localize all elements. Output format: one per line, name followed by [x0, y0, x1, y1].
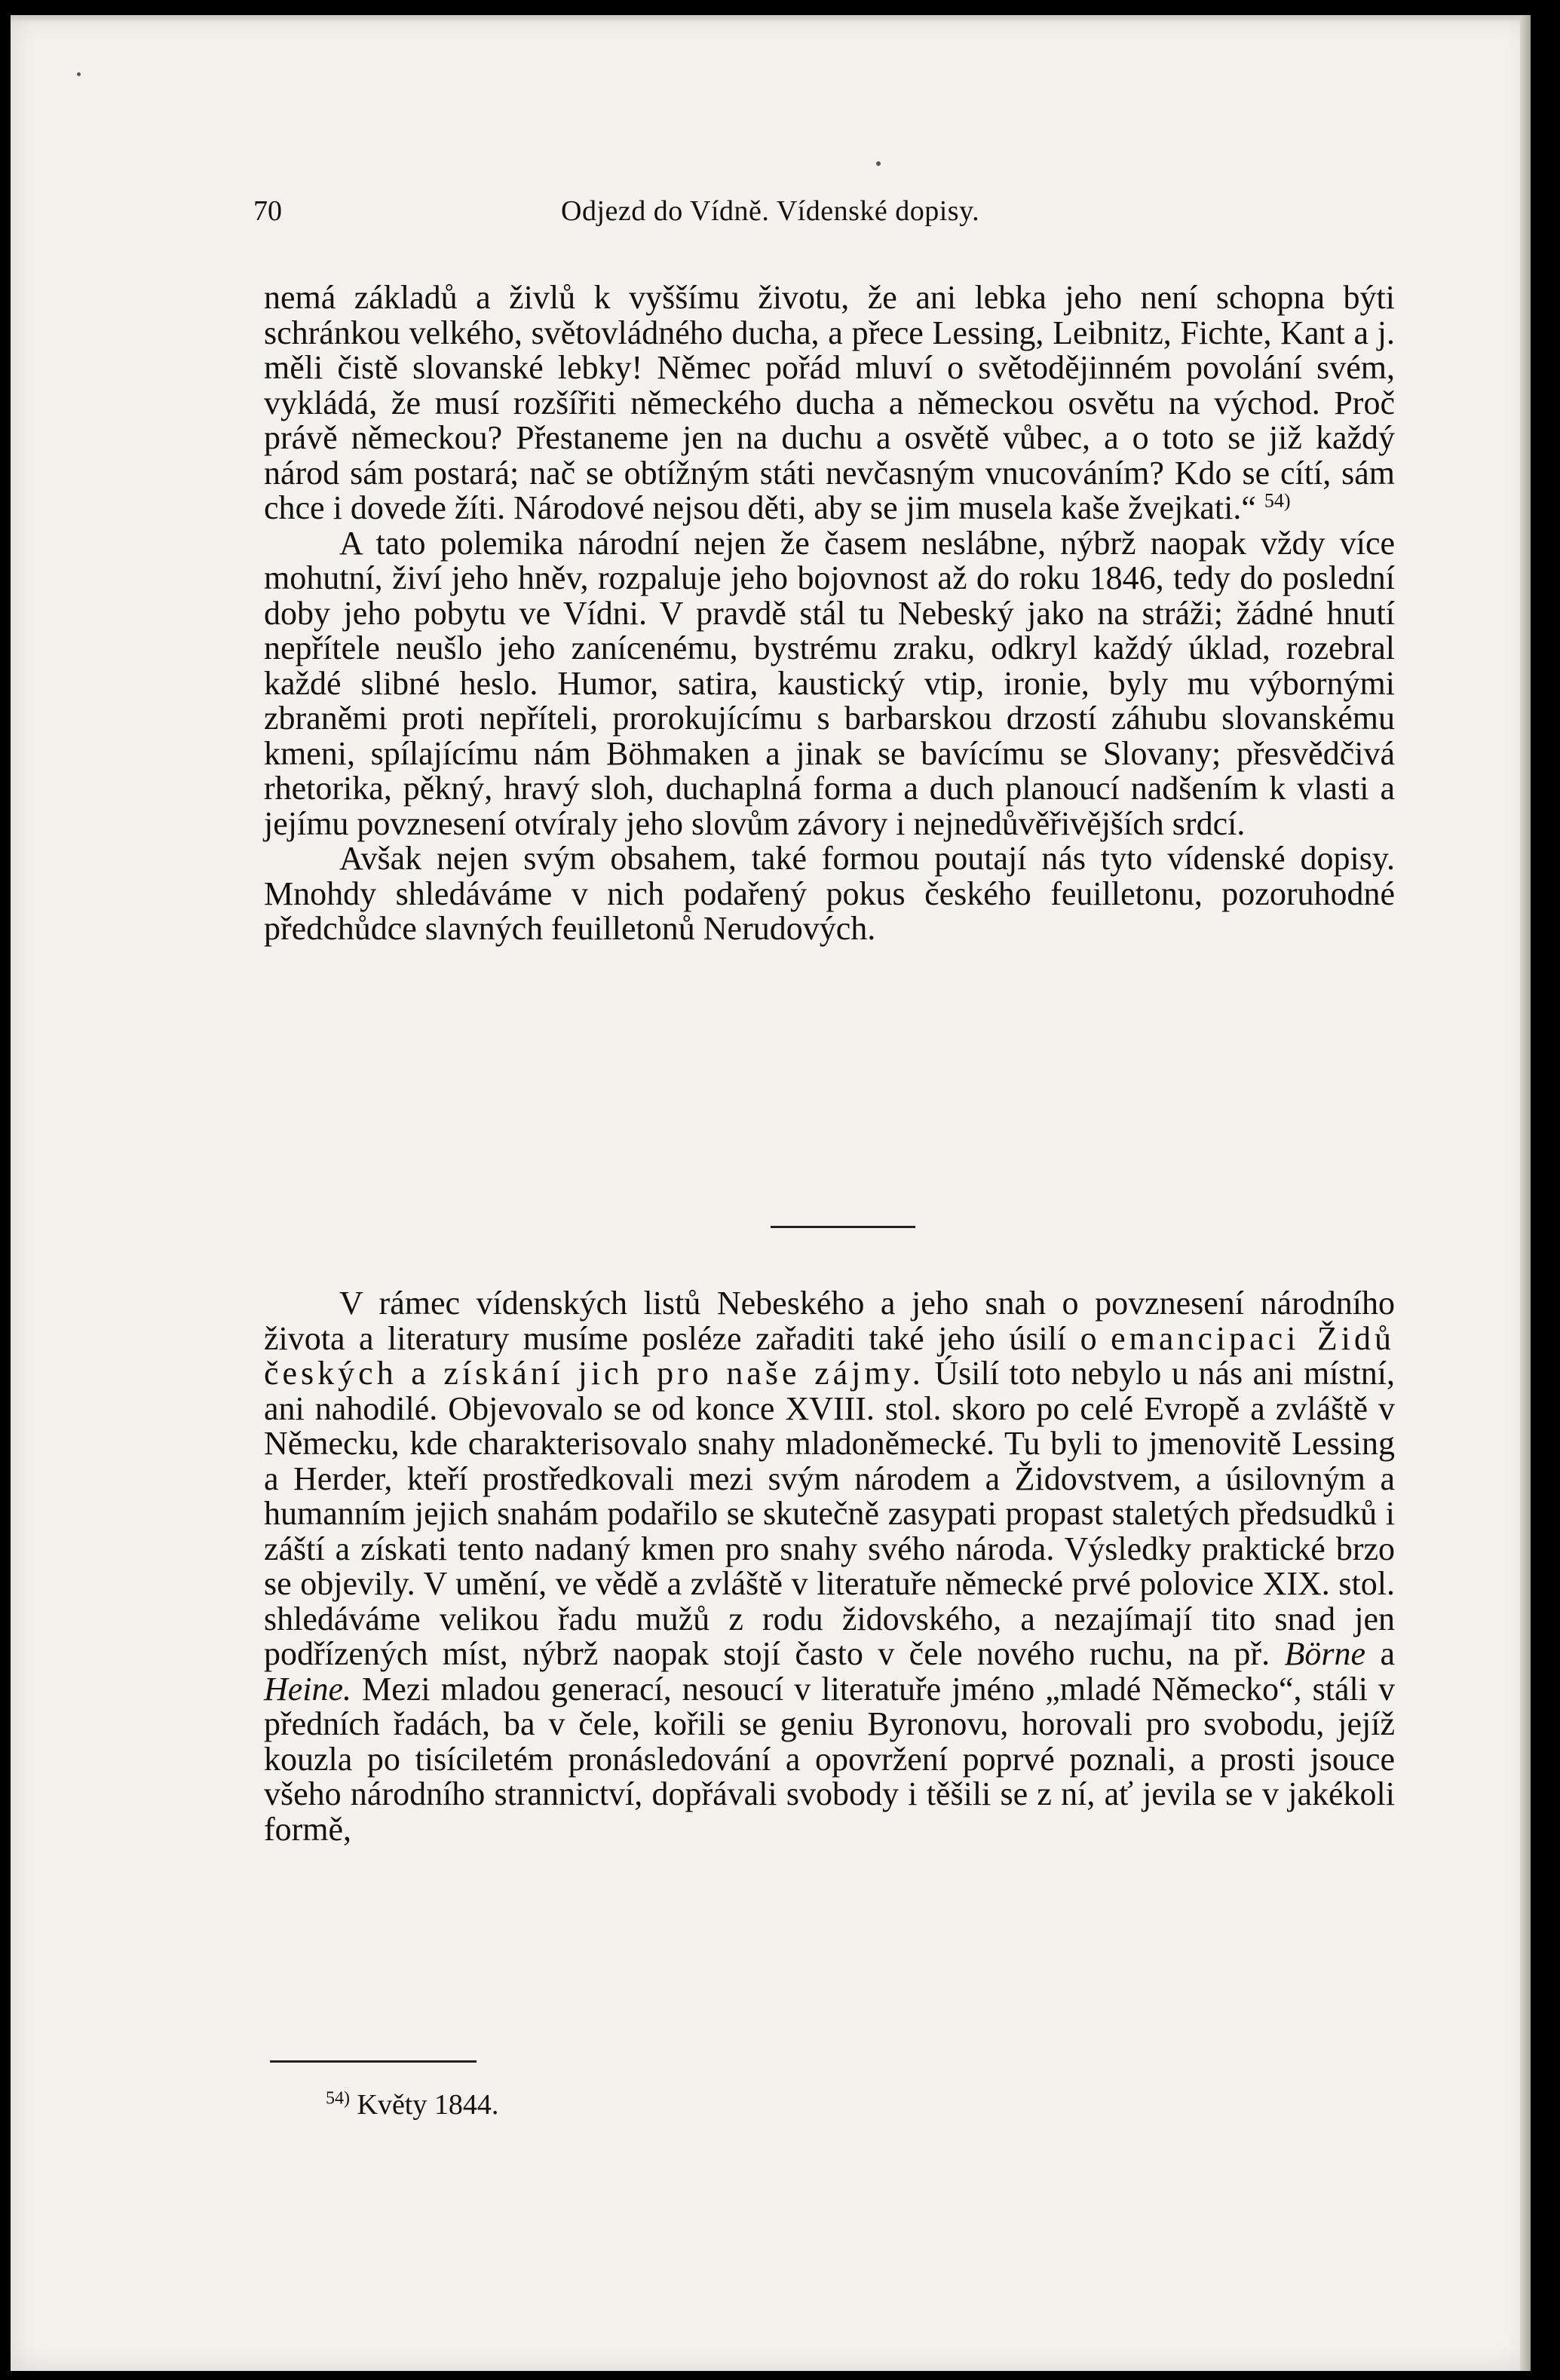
paper-speck [77, 72, 81, 76]
paper-speck [876, 161, 881, 166]
paragraph-4-intro: V rámec vídenských listů Nebeského a jeho snah o povznesení národního života a literatury musíme posléze zařaditi také jeho úsilí o [264, 1285, 1395, 1357]
footnote-text: Květy 1844. [357, 2089, 499, 2121]
text-block-upper [264, 280, 1395, 947]
paragraph-2: A tato polemika národní nejen že časem neslábne, nýbrž naopak vždy více mohutní, živí jeho hněv, rozpaluje jeho bojovnost až do roku 1846, tedy do poslední doby jeho pobytu ve Vídni. V pravdě stál tu Nebeský jako na stráži; žádné hnutí nepřítele neušlo jeho zanícenému, bystrému zraku, odkryl každý úklad, rozebral každé slibné heslo. Humor, satira, kaustický vtip, ironie, byly mu výbornými zbraněmi proti nepříteli, prorokujícímu s barbarskou drzostí záhubu slovanskému kmeni, spílajícímu nám Böhmaken a jinak se bavícímu se Slovany; přesvědčivá rhetorika, pěkný, hravý sloh, duchaplná forma a duch planoucí nadšením k vlasti a jejímu povznesení otvíraly jeho slovům závory i nejnedůvěřivějších srdcí. [264, 524, 1395, 842]
name-borne: Börne [1284, 1635, 1366, 1672]
name-heine: Heine. [264, 1670, 352, 1708]
page-top-shadow [11, 15, 1531, 23]
page-header [253, 195, 1068, 240]
running-title: Odjezd do Vídně. Vídenské dopisy. [561, 195, 980, 227]
footnote-divider [270, 2060, 477, 2063]
footnote-reference[interactable]: 54) [1264, 489, 1291, 512]
paragraph-4 [264, 1286, 1395, 1847]
paragraph-4-continuation: Mezi mladou generací, nesoucí v literatuře jméno „mladé Německo“, stáli v předních řadách, ba v čele, kořili se geniu Byronovu, horovali pro svobodu, jejíž kouzla po tisíciletém pronásledování a opovržení poprvé poznali, a prosti jsouce všeho národního strannictví, dopřávali svobody i těšili se z ní, ať jevila se v jakékoli formě, [264, 1670, 1396, 1848]
paragraph-1-text: nemá základů a živlů k vyššímu životu, že ani lebka jeho není schopna býti schránkou velkého, světovládného ducha, a přece Lessing, Leibnitz, Fichte, Kant a j. měli čistě slovanské lebky! Němec pořád mluví o světodějinném povolání svém, vykládá, že musí rozšířiti německého ducha a německou osvětu na východ. Proč právě německou? Přestaneme jen na duchu a osvětě vůbec, a o toto se již každý národ sám postará; nač se obtížným státi nevčasným vnucováním? Kdo se cítí, sám chce i dovede žíti. Národové nejsou děti, aby se jim musela kaše žvejkati.“ [264, 279, 1395, 526]
footnote-mark: 54) [326, 2088, 350, 2109]
footnote [326, 2088, 498, 2121]
paragraph-4-body: Úsilí toto nebylo u nás ani místní, ani nahodilé. Objevovalo se od konce XVIII. stol. skoro po celé Evropě a zvláště v Německu, kde charakterisovalo snahy mladoněmecké. Tu byli to jmenovitě Lessing a Herder, kteří prostředkovali mezi svým národem a Židovstvem, a úsilovným a humanním jejich snahám podařilo se skutečně zasypati propast staletých předsudků i záští a získati tento nadaný kmen pro snahy svého národa. Výsledky praktické brzo se objevily. V umění, ve vědě a zvláště v literatuře německé prvé polovice XIX. stol. shledáváme velikou řadu mužů z rodu židovského, a nezajímají tito snad jen podřízených míst, nýbrž naopak stojí často v čele nového ruchu, na př. [264, 1355, 1396, 1672]
text-block-lower [264, 1286, 1395, 1847]
conjunction-a: a [1380, 1635, 1396, 1672]
paragraph-1 [264, 280, 1395, 526]
page-right-edge [1520, 15, 1531, 2371]
section-divider [771, 1226, 915, 1228]
paragraph-3: Avšak nejen svým obsahem, také formou poutají nás tyto vídenské dopisy. Mnohdy shledáváme v nich podařený pokus českého feuilletonu, pozoruhodné předchůdce slavných feuilletonů Nerudových. [264, 840, 1395, 947]
page-number: 70 [253, 195, 282, 227]
paragraph-4-spaced-emphasis: emancipaci Židů českých a získání jich pro naše zájmy. [264, 1319, 1396, 1392]
